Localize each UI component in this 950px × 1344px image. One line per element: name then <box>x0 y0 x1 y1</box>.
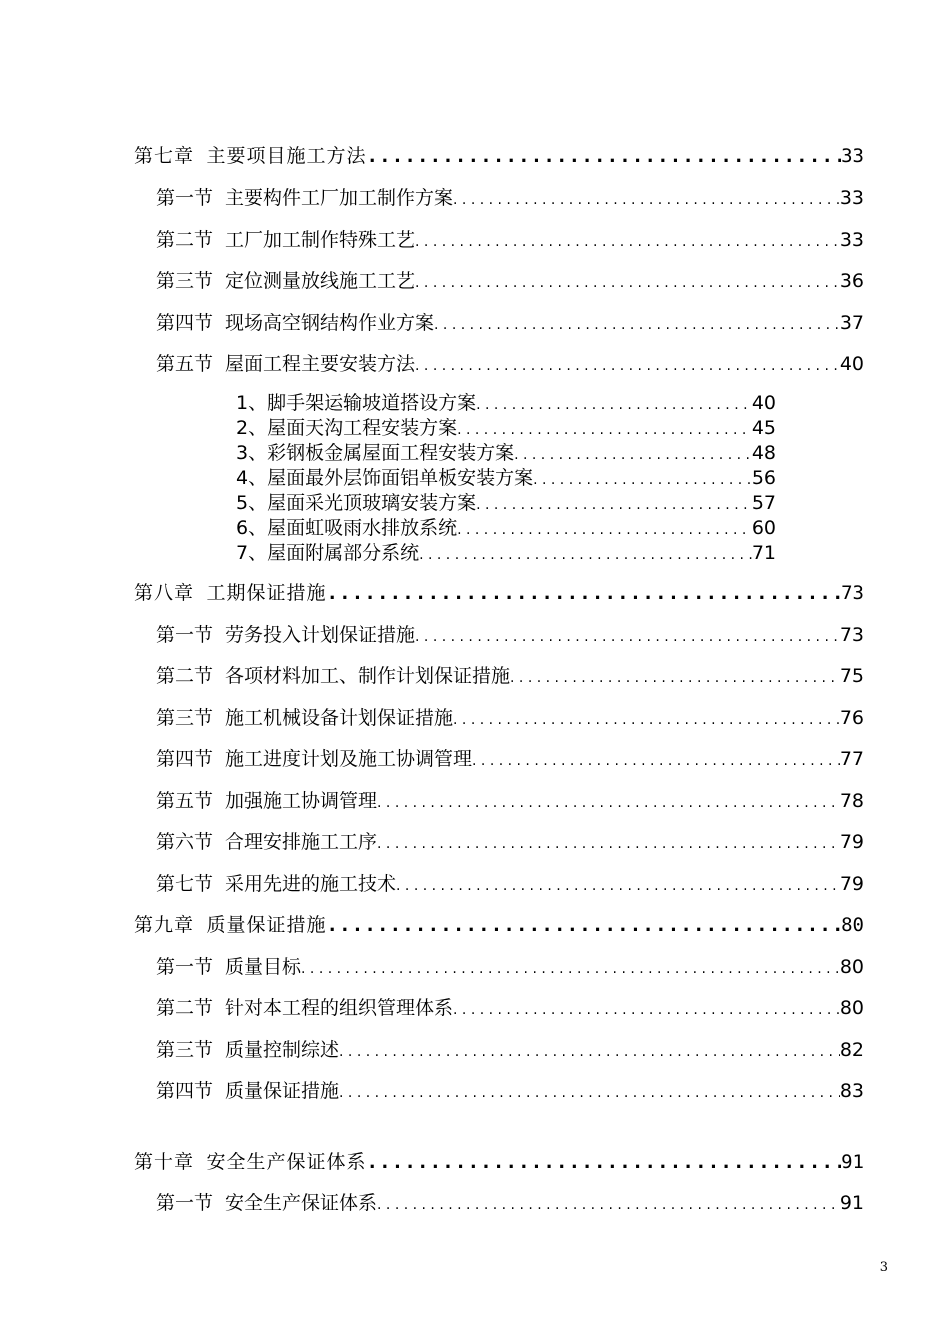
toc-section-number: 第二节 <box>156 665 214 687</box>
toc-leader-dots <box>510 665 840 687</box>
toc-leader-dots <box>377 1192 840 1214</box>
toc-section-title: 施工进度计划及施工协调管理 <box>225 748 473 770</box>
toc-leader-dots <box>457 417 752 439</box>
toc-leader-dots <box>366 1151 841 1173</box>
toc-section-number: 第三节 <box>156 270 214 292</box>
toc-chapter-10[interactable] <box>134 1147 864 1174</box>
toc-section-title: 劳务投入计划保证措施 <box>225 624 416 646</box>
toc-section[interactable] <box>156 993 864 1020</box>
toc-item[interactable] <box>236 463 776 490</box>
toc-section-title: 现场高空钢结构作业方案 <box>225 312 435 334</box>
toc-section-number: 第三节 <box>156 707 214 729</box>
toc-section-number: 第四节 <box>156 312 214 334</box>
toc-item[interactable] <box>236 538 776 565</box>
toc-page-number: 76 <box>839 707 864 729</box>
toc-page-number: 60 <box>751 517 776 539</box>
toc-leader-dots <box>457 517 752 539</box>
toc-leader-dots <box>419 542 752 564</box>
toc-chapter-title: 第十章 安全生产保证体系 <box>134 1151 367 1173</box>
toc-section-title: 针对本工程的组织管理体系 <box>225 997 454 1019</box>
toc-page-number: 78 <box>839 790 864 812</box>
toc-item-title: 2、屋面天沟工程安装方案 <box>236 417 458 439</box>
toc-leader-dots <box>453 707 840 729</box>
toc-page-number: 80 <box>839 956 864 978</box>
toc-leader-dots <box>453 187 840 209</box>
toc-leader-dots <box>339 1080 840 1102</box>
toc-leader-dots <box>301 956 840 978</box>
toc-page-number: 80 <box>841 914 864 936</box>
toc-page-number: 33 <box>841 145 864 167</box>
toc-item-title: 7、屋面附属部分系统 <box>236 542 420 564</box>
toc-section[interactable] <box>156 1188 864 1215</box>
toc-section[interactable] <box>156 349 864 376</box>
toc-chapter-title: 第七章 主要项目施工方法 <box>134 145 367 167</box>
toc-leader-dots <box>415 229 840 251</box>
toc-item-title: 1、脚手架运输坡道搭设方案 <box>236 392 477 414</box>
toc-section[interactable] <box>156 183 864 210</box>
toc-section[interactable] <box>156 869 864 896</box>
toc-leader-dots <box>434 312 840 334</box>
toc-section-number: 第三节 <box>156 1039 214 1061</box>
toc-section-title: 采用先进的施工技术 <box>225 873 397 895</box>
toc-chapter-title: 第八章 工期保证措施 <box>134 582 327 604</box>
toc-section[interactable] <box>156 308 864 335</box>
toc-section[interactable] <box>156 827 864 854</box>
toc-leader-dots <box>326 582 841 604</box>
toc-leader-dots <box>339 1039 840 1061</box>
toc-section-number: 第二节 <box>156 997 214 1019</box>
toc-page-number: 73 <box>839 624 864 646</box>
toc-chapter-7[interactable] <box>134 141 864 168</box>
toc-page-number: 40 <box>839 353 864 375</box>
toc-page-number: 91 <box>839 1192 864 1214</box>
page-number: 3 <box>879 1260 888 1275</box>
toc-leader-dots <box>415 624 840 646</box>
toc-section-number: 第四节 <box>156 1080 214 1102</box>
toc-item[interactable] <box>236 513 776 540</box>
toc-section[interactable] <box>156 952 864 979</box>
toc-chapter-9[interactable] <box>134 910 864 937</box>
toc-item-title: 4、屋面最外层饰面铝单板安装方案 <box>236 467 534 489</box>
toc-section-title: 定位测量放线施工工艺 <box>225 270 416 292</box>
toc-section-title: 主要构件工厂加工制作方案 <box>225 187 454 209</box>
toc-section-number: 第四节 <box>156 748 214 770</box>
toc-section-title: 质量控制综述 <box>225 1039 340 1061</box>
toc-section-title: 屋面工程主要安装方法 <box>225 353 416 375</box>
toc-leader-dots <box>377 790 840 812</box>
toc-page-number: 57 <box>751 492 776 514</box>
toc-item[interactable] <box>236 488 776 515</box>
toc-page-number: 40 <box>751 392 776 414</box>
toc-section-title: 各项材料加工、制作计划保证措施 <box>225 665 511 687</box>
toc-page-number: 83 <box>839 1080 864 1102</box>
toc-page-number: 33 <box>839 187 864 209</box>
toc-section[interactable] <box>156 225 864 252</box>
toc-section-number: 第五节 <box>156 790 214 812</box>
toc-item[interactable] <box>236 413 776 440</box>
toc-section-number: 第五节 <box>156 353 214 375</box>
toc-section-title: 安全生产保证体系 <box>225 1192 378 1214</box>
toc-page-number: 56 <box>751 467 776 489</box>
toc-section-title: 合理安排施工工序 <box>225 831 378 853</box>
toc-section-number: 第二节 <box>156 229 214 251</box>
toc-section-number: 第一节 <box>156 624 214 646</box>
toc-section[interactable] <box>156 1035 864 1062</box>
toc-page-number: 77 <box>839 748 864 770</box>
toc-section-title: 质量目标 <box>225 956 302 978</box>
toc-leader-dots <box>472 748 840 770</box>
toc-leader-dots <box>514 442 752 464</box>
toc-section[interactable] <box>156 786 864 813</box>
toc-page-number: 80 <box>839 997 864 1019</box>
toc-page-number: 36 <box>839 270 864 292</box>
toc-section-number: 第六节 <box>156 831 214 853</box>
toc-leader-dots <box>476 392 752 414</box>
toc-section[interactable] <box>156 661 864 688</box>
toc-section-title: 加强施工协调管理 <box>225 790 378 812</box>
toc-page-number: 71 <box>751 542 776 564</box>
toc-section-title: 质量保证措施 <box>225 1080 340 1102</box>
toc-item[interactable] <box>236 438 776 465</box>
toc-page-number: 73 <box>841 582 864 604</box>
toc-page-number: 79 <box>839 831 864 853</box>
toc-leader-dots <box>476 492 752 514</box>
toc-leader-dots <box>326 914 841 936</box>
toc-leader-dots <box>453 997 840 1019</box>
toc-section-number: 第一节 <box>156 956 214 978</box>
toc-item-title: 6、屋面虹吸雨水排放系统 <box>236 517 458 539</box>
toc-item[interactable] <box>236 388 776 415</box>
toc-page-number: 79 <box>839 873 864 895</box>
toc-leader-dots <box>533 467 752 489</box>
toc-page-number: 37 <box>839 312 864 334</box>
toc-item-title: 5、屋面采光顶玻璃安装方案 <box>236 492 477 514</box>
toc-page-number: 82 <box>839 1039 864 1061</box>
toc-leader-dots <box>396 873 840 895</box>
toc-section[interactable] <box>156 620 864 647</box>
toc-section-title: 工厂加工制作特殊工艺 <box>225 229 416 251</box>
toc-leader-dots <box>415 353 840 375</box>
toc-page-number: 91 <box>841 1151 864 1173</box>
toc-section[interactable] <box>156 744 864 771</box>
toc-page-number: 33 <box>839 229 864 251</box>
toc-section[interactable] <box>156 703 864 730</box>
toc-page-number: 45 <box>751 417 776 439</box>
toc-chapter-8[interactable] <box>134 578 864 605</box>
toc-leader-dots <box>377 831 840 853</box>
toc-section-number: 第一节 <box>156 1192 214 1214</box>
toc-page-number: 48 <box>751 442 776 464</box>
toc-page-number: 75 <box>839 665 864 687</box>
toc-section-number: 第七节 <box>156 873 214 895</box>
toc-chapter-title: 第九章 质量保证措施 <box>134 914 327 936</box>
toc-section-number: 第一节 <box>156 187 214 209</box>
toc-section[interactable] <box>156 1076 864 1103</box>
toc-section-title: 施工机械设备计划保证措施 <box>225 707 454 729</box>
toc-leader-dots <box>366 145 841 167</box>
toc-item-title: 3、彩钢板金属屋面工程安装方案 <box>236 442 515 464</box>
toc-section[interactable] <box>156 266 864 293</box>
toc-leader-dots <box>415 270 840 292</box>
